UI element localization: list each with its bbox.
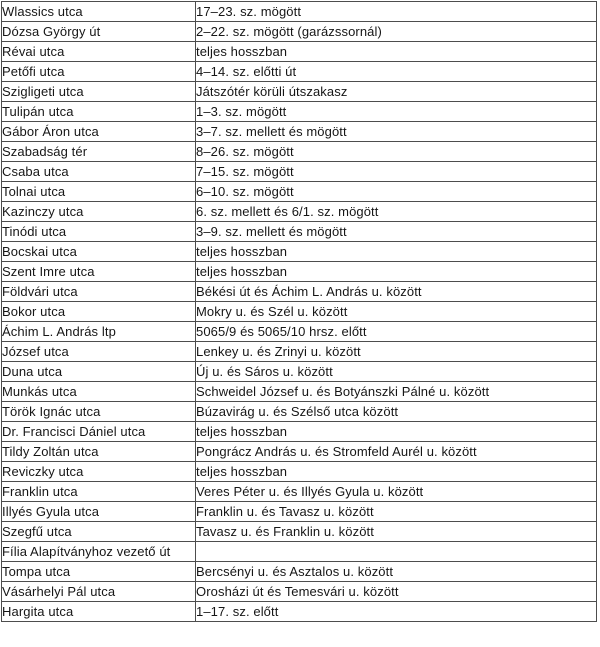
street-name-cell: Wlassics utca xyxy=(2,2,196,22)
street-name-cell: Szent Imre utca xyxy=(2,262,196,282)
section-cell: Békési út és Áchim L. András u. között xyxy=(196,282,597,302)
street-name-cell: Tolnai utca xyxy=(2,182,196,202)
section-cell: Pongrácz András u. és Stromfeld Aurél u. között xyxy=(196,442,597,462)
section-cell: 3–9. sz. mellett és mögött xyxy=(196,222,597,242)
street-name-cell: Munkás utca xyxy=(2,382,196,402)
section-cell: Bercsényi u. és Asztalos u. között xyxy=(196,562,597,582)
street-name-cell: Hargita utca xyxy=(2,602,196,622)
street-name-cell: Tildy Zoltán utca xyxy=(2,442,196,462)
table-row xyxy=(2,462,597,482)
table-row xyxy=(2,142,597,162)
section-cell: Játszótér körüli útszakasz xyxy=(196,82,597,102)
street-name-cell: Tompa utca xyxy=(2,562,196,582)
section-cell: Lenkey u. és Zrinyi u. között xyxy=(196,342,597,362)
section-cell: 17–23. sz. mögött xyxy=(196,2,597,22)
section-cell: teljes hosszban xyxy=(196,42,597,62)
street-name-cell: Dózsa György út xyxy=(2,22,196,42)
section-cell: Franklin u. és Tavasz u. között xyxy=(196,502,597,522)
street-name-cell: Franklin utca xyxy=(2,482,196,502)
street-name-cell: Gábor Áron utca xyxy=(2,122,196,142)
table-row xyxy=(2,322,597,342)
street-name-cell: Török Ignác utca xyxy=(2,402,196,422)
table-row xyxy=(2,162,597,182)
section-cell: 8–26. sz. mögött xyxy=(196,142,597,162)
street-name-cell: Bocskai utca xyxy=(2,242,196,262)
street-name-cell: Petőfi utca xyxy=(2,62,196,82)
table-row xyxy=(2,42,597,62)
section-cell: teljes hosszban xyxy=(196,262,597,282)
section-cell: 1–17. sz. előtt xyxy=(196,602,597,622)
table-row xyxy=(2,202,597,222)
street-list-table xyxy=(1,1,597,622)
table-row xyxy=(2,522,597,542)
section-cell: Búzavirág u. és Szélső utca között xyxy=(196,402,597,422)
table-row xyxy=(2,422,597,442)
section-cell: teljes hosszban xyxy=(196,462,597,482)
section-cell: 7–15. sz. mögött xyxy=(196,162,597,182)
section-cell: teljes hosszban xyxy=(196,242,597,262)
street-name-cell: Vásárhelyi Pál utca xyxy=(2,582,196,602)
table-row xyxy=(2,562,597,582)
table-row xyxy=(2,502,597,522)
table-row xyxy=(2,122,597,142)
street-name-cell: József utca xyxy=(2,342,196,362)
table-row xyxy=(2,62,597,82)
section-cell: 3–7. sz. mellett és mögött xyxy=(196,122,597,142)
table-row xyxy=(2,362,597,382)
street-name-cell: Illyés Gyula utca xyxy=(2,502,196,522)
table-row xyxy=(2,602,597,622)
street-name-cell: Szabadság tér xyxy=(2,142,196,162)
section-cell: 4–14. sz. előtti út xyxy=(196,62,597,82)
street-name-cell: Fília Alapítványhoz vezető út xyxy=(2,542,196,562)
table-row xyxy=(2,2,597,22)
street-name-cell: Csaba utca xyxy=(2,162,196,182)
table-row xyxy=(2,302,597,322)
street-name-cell: Duna utca xyxy=(2,362,196,382)
street-name-cell: Reviczky utca xyxy=(2,462,196,482)
street-name-cell: Tinódi utca xyxy=(2,222,196,242)
street-name-cell: Kazinczy utca xyxy=(2,202,196,222)
street-name-cell: Révai utca xyxy=(2,42,196,62)
section-cell: 6. sz. mellett és 6/1. sz. mögött xyxy=(196,202,597,222)
table-row xyxy=(2,582,597,602)
table-row xyxy=(2,482,597,502)
street-name-cell: Szegfű utca xyxy=(2,522,196,542)
table-row xyxy=(2,102,597,122)
section-cell: Veres Péter u. és Illyés Gyula u. között xyxy=(196,482,597,502)
section-cell: Új u. és Sáros u. között xyxy=(196,362,597,382)
table-row xyxy=(2,222,597,242)
street-name-cell: Szigligeti utca xyxy=(2,82,196,102)
street-name-cell: Dr. Francisci Dániel utca xyxy=(2,422,196,442)
table-row xyxy=(2,442,597,462)
section-cell: 2–22. sz. mögött (garázssornál) xyxy=(196,22,597,42)
section-cell: Schweidel József u. és Botyánszki Pálné u. között xyxy=(196,382,597,402)
section-cell: Mokry u. és Szél u. között xyxy=(196,302,597,322)
table-row xyxy=(2,182,597,202)
table-row xyxy=(2,342,597,362)
street-table-body xyxy=(2,2,597,622)
street-name-cell: Tulipán utca xyxy=(2,102,196,122)
section-cell: 1–3. sz. mögött xyxy=(196,102,597,122)
table-row xyxy=(2,542,597,562)
street-name-cell: Bokor utca xyxy=(2,302,196,322)
table-row xyxy=(2,22,597,42)
section-cell: Orosházi út és Temesvári u. között xyxy=(196,582,597,602)
section-cell xyxy=(196,542,597,562)
section-cell: teljes hosszban xyxy=(196,422,597,442)
table-row xyxy=(2,82,597,102)
street-name-cell: Áchim L. András ltp xyxy=(2,322,196,342)
table-row xyxy=(2,242,597,262)
table-row xyxy=(2,402,597,422)
street-name-cell: Földvári utca xyxy=(2,282,196,302)
section-cell: Tavasz u. és Franklin u. között xyxy=(196,522,597,542)
table-row xyxy=(2,382,597,402)
section-cell: 6–10. sz. mögött xyxy=(196,182,597,202)
section-cell: 5065/9 és 5065/10 hrsz. előtt xyxy=(196,322,597,342)
table-row xyxy=(2,282,597,302)
table-row xyxy=(2,262,597,282)
